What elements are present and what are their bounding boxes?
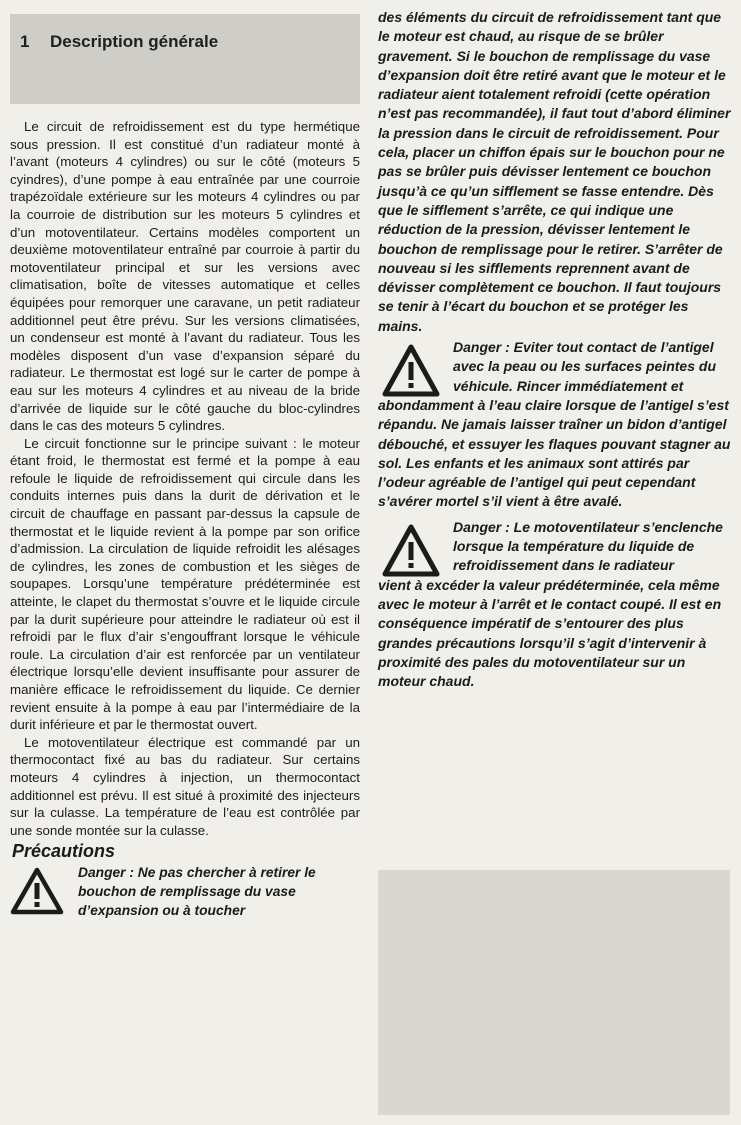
section-header (10, 14, 360, 104)
danger-block-1 (10, 863, 360, 920)
body-text (10, 118, 360, 839)
warning-triangle-icon (10, 867, 64, 915)
danger-text-1-start: Danger : Ne pas chercher à retirer le bouchon de remplissage du vase d’expansion ou à toucher (78, 865, 316, 919)
paragraph-motoventilateur: Le motoventilateur électrique est commandé par un thermocontact fixé au bas du radiateur. Sur certains moteurs 4 cylindres à injection, un thermocontact additionnel est prévu. Il est situé à proximité des injecteurs sur la culasse. La température de l’eau est contrôlée par une sonde montée sur la culasse. (10, 734, 360, 838)
grey-panel (378, 870, 730, 1115)
warning-triangle-icon (382, 344, 440, 398)
right-column (378, 8, 731, 691)
paragraph-description: Le circuit de refroidissement est du type hermétique sous pression. Il est constitué d’un radiateur monté à l’avant (moteurs 4 cylindres) ou sur le côté (moteurs 5 cyindres), d’une pompe à eau entraînée par une courroie trapézoïdale extérieure sur les moteurs 4 cylindres ou par la courroie de distribution sur les moteurs 5 cylindres et d’un motoventilateur. Certains modèles comportent un deuxième motoventilateur entraîné par courroie à partir du motoventilateur principal et sur les versions avec climatisation, boîte de vitesses automatique et celles équipées pour remorquer une caravane, un petit radiateur additionnel peut être prévu. Sur les versions climatisées, un condenseur est monté à l’avant du radiateur. Tous les modèles disposent d’un vase d’expansion séparé du radiateur. Le thermostat est logé sur le carter de pompe à eau sur les moteurs 4 cylindres et au niveau de la bride d’arrivée de liquide sur le côté gauche du bloc-cylindres dans le cas des moteurs 5 cylindres. (10, 119, 360, 434)
precautions-heading: Précautions (12, 841, 116, 862)
left-column (10, 14, 360, 920)
danger-text-3-rest: vient à excéder la valeur prédéterminée, cela même avec le moteur à l’arrêt et le contact coupé. Il est en conséquence impératif de s’entourer des plus grandes précautions lorsqu’il s’agit d’intervenir à proximité des pales du motoventilateur sur un moteur chaud. (378, 576, 722, 690)
danger-text-2-lead: Danger : Eviter tout contact de l’antigel avec la peau ou les surfaces peintes du véhicule. Rincer immédiatement et (453, 339, 716, 394)
danger-block-3 (378, 518, 731, 692)
section-title: Description générale (50, 32, 219, 51)
warning-triangle-icon (382, 524, 440, 578)
danger-text-2-rest: abondamment à l’eau claire lorsque de l’antigel s’est répandu. Ne jamais laisser traîner un bidon d’antigel débouché, et essuyer les flaques pouvant stagner au sol. Les enfants et les animaux sont attirés par l’odeur agréable de l’antigel qui peut cependant s’avérer mortel s’il vient à être avalé. (378, 396, 731, 510)
danger-text-1-continued: des éléments du circuit de refroidissement tant que le moteur est chaud, au risque de se brûler gravement. Si le bouchon de remplissage du vase d’expansion doit être retiré avant que le moteur et le radiateur aient totalement refroidi (cette opération n’est pas recommandée), il faut tout d’abord éliminer la pression dans le circuit de refroidissement. Pour cela, placer un chiffon épais sur le bouchon pour ne pas se brûler puis dévisser lentement ce bouchon jusqu’à ce qu’un sifflement se fasse entendre. Dès que le sifflement s’arrête, ce qui indique une réduction de la pression, dévisser lentement le bouchon de remplissage pour le retirer. S’arrêter de nouveau si les sifflements reprennent avant de dévisser complètement ce bouchon. Il faut toujours se tenir à l’écart du bouchon et se protéger les mains. (378, 9, 731, 334)
section-number: 1 (20, 32, 30, 51)
paragraph-operation: Le circuit fonctionne sur le principe suivant : le moteur étant froid, le thermostat est fermé et la pompe à eau refoule le liquide de refroidissement qui circule dans les conduits internes puis dans la durit de dérivation et le circuit de chauffage en passant par-dessus la capsule de thermostat et le liquide revient à la pompe par son orifice d’admission. La circulation de liquide refroidit les alésages de cylindres, les zones de combustion et les sièges de soupapes. Lorsqu’une température prédéterminée est atteinte, le clapet du thermostat s’ouvre et le liquide circule par la durit supérieure pour atteindre le radiateur où est il refroidi par le flux d’air s’engouffrant lorsque le véhicule roule. La circulation d’air est renforcée par un ventilateur électrique lorsqu’elle devient insuffisante pour assurer de manière efficace le refroidissement du liquide. Ce dernier revient ensuite à la pompe à eau par l’intermédiaire de la durit inférieure et par le thermostat ouvert. (10, 435, 360, 733)
danger-block-2 (378, 338, 731, 512)
danger-text-3-lead: Danger : Le motoventilateur s’enclenche lorsque la température du liquide de refroidissement dans le radiateur (453, 518, 723, 574)
